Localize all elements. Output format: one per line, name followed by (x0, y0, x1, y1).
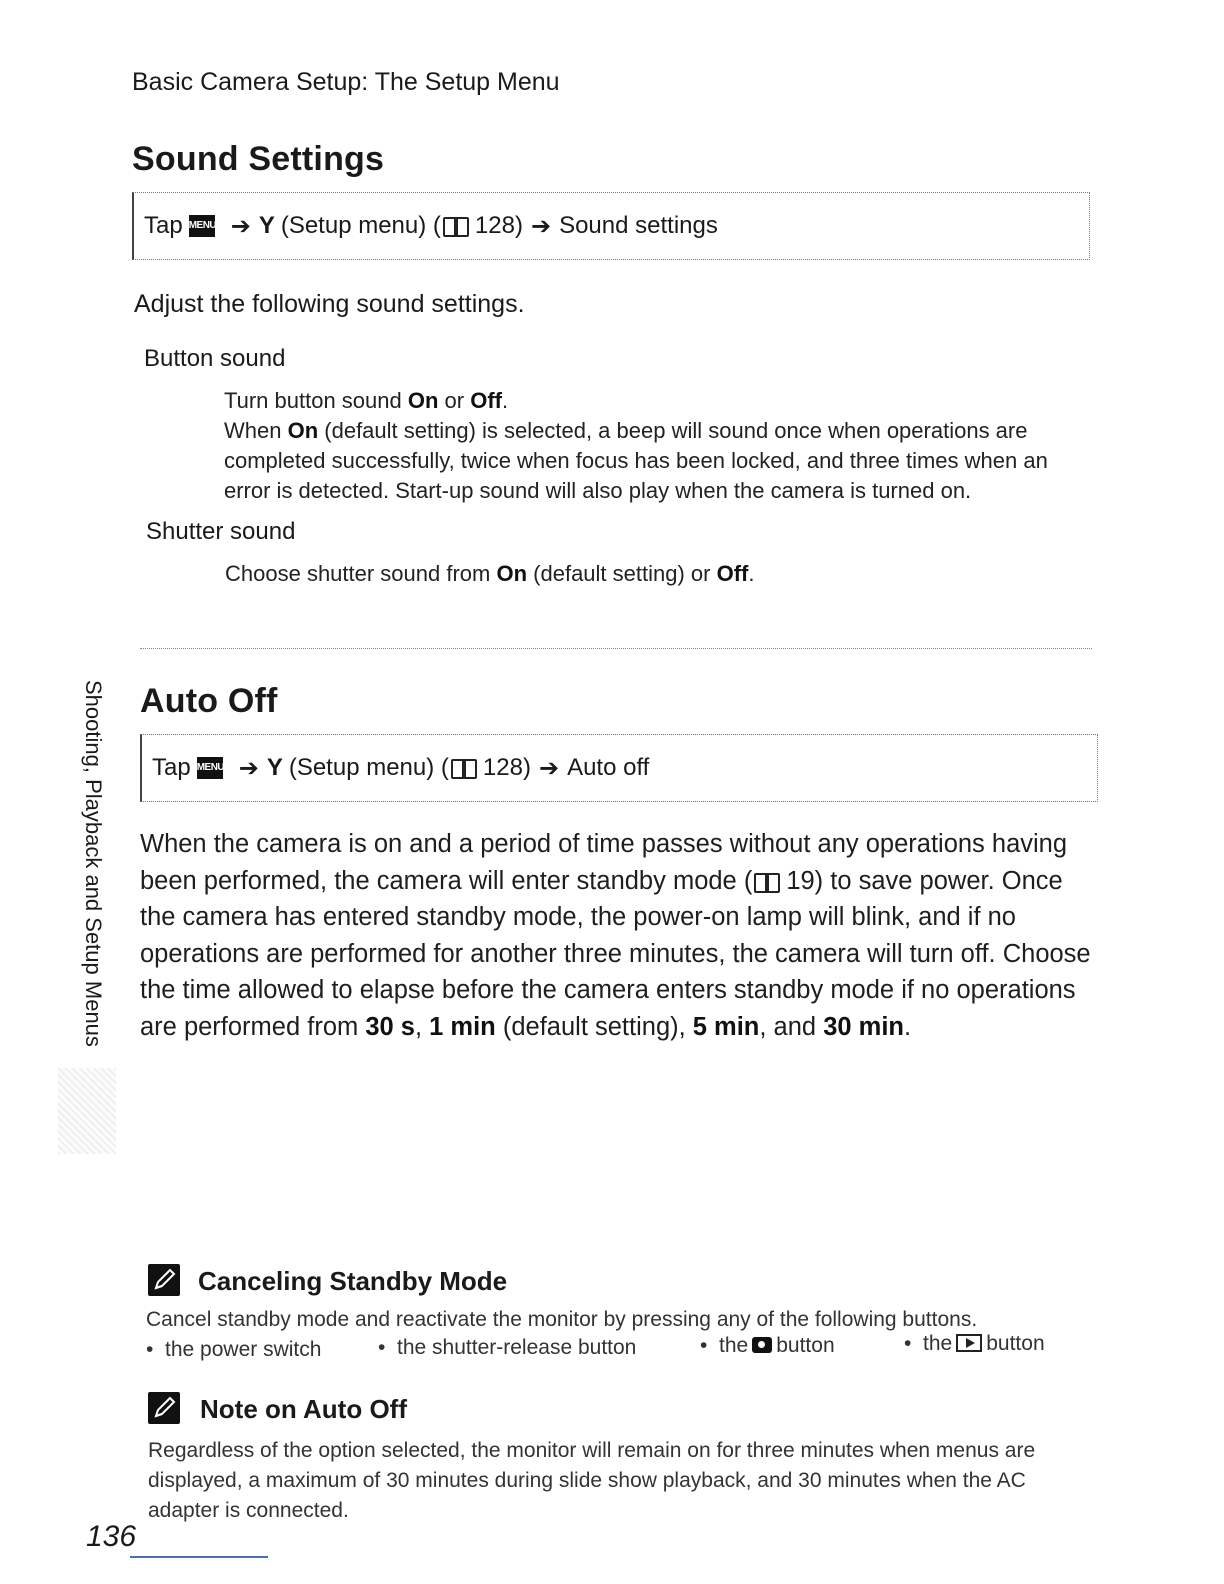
page-number: 136 (86, 1520, 137, 1553)
tap-label: Tap (144, 212, 183, 239)
option-30min: 30 min (823, 1012, 904, 1041)
shutter-sound-desc (225, 559, 754, 589)
text: . (748, 561, 755, 586)
setup-menu-page: 128) (482, 754, 531, 781)
side-tab-label: Shooting, Playback and Setup Menus (81, 680, 106, 1047)
bullet-text: the shutter-release button (397, 1336, 637, 1359)
button-sound-desc (224, 386, 1080, 506)
arrow-icon: ➔ (238, 754, 259, 782)
note-pencil-icon (148, 1392, 180, 1424)
bullet-playback-button: • the button (904, 1332, 1045, 1355)
text: . (904, 1012, 912, 1041)
bullet-text: the (719, 1334, 749, 1357)
bullet-power-switch: • the power switch (146, 1338, 322, 1361)
option-on: On (407, 388, 439, 413)
setup-menu-ref: (Setup menu) ( (280, 212, 441, 239)
running-head: Basic Camera Setup: The Setup Menu (132, 68, 560, 96)
note-auto-off-text: Regardless of the option selected, the monitor will remain on for three minutes when menus are displayed, a maximum of 30 minutes during slide show playback, and 30 minutes when the AC adapter is connected. (148, 1439, 1036, 1522)
page-number-rule (130, 1556, 268, 1558)
text: Turn button sound (224, 388, 408, 413)
text: When (224, 418, 288, 443)
text: 19) to save power. Once the camera has entered standby mode, the power-on lamp will blink, and if no operations are performed for another three minutes, the camera will turn off. Choose the time allowed to elapse before the camera enters standby mode if no operations are performed from (140, 866, 1091, 1041)
auto-off-desc (140, 826, 1092, 1045)
reference-book-icon (754, 873, 780, 891)
tap-label: Tap (152, 754, 191, 781)
bullet-text: button (776, 1334, 835, 1357)
section-divider (140, 648, 1092, 649)
setup-wrench-icon: Y (266, 754, 283, 781)
note-auto-off-title: Note on Auto Off (200, 1394, 407, 1424)
reference-book-icon (443, 217, 469, 235)
side-tab-shade (58, 1068, 116, 1154)
bullet-text: the power switch (165, 1338, 322, 1361)
text: . (502, 388, 509, 413)
option-on: On (287, 418, 319, 443)
camera-icon (752, 1337, 772, 1353)
canceling-standby-title: Canceling Standby Mode (198, 1266, 508, 1296)
setup-menu-ref: (Setup menu) ( (288, 754, 449, 781)
button-sound-heading: Button sound (144, 345, 286, 372)
option-on: On (496, 561, 528, 586)
reference-book-icon (451, 759, 477, 777)
canceling-standby-text: Cancel standby mode and reactivate the monitor by pressing any of the following buttons. (146, 1308, 978, 1331)
text: Choose shutter sound from (225, 561, 497, 586)
playback-icon (956, 1334, 982, 1352)
auto-off-title: Auto Off (140, 682, 278, 720)
arrow-icon: ➔ (530, 212, 552, 240)
bullet-text: button (986, 1332, 1045, 1355)
text: (default setting) or (527, 561, 717, 586)
sound-settings-tap-path (132, 192, 1090, 260)
shutter-sound-heading: Shutter sound (146, 518, 296, 545)
option-30s: 30 s (365, 1012, 415, 1041)
sound-intro: Adjust the following sound settings. (134, 290, 525, 318)
option-5min: 5 min (692, 1012, 760, 1041)
text: , and (759, 1012, 824, 1041)
text: , (414, 1012, 430, 1041)
menu-target: Sound settings (559, 212, 718, 239)
menu-key-icon: MENU (197, 757, 223, 779)
text: (default setting), (495, 1012, 693, 1041)
arrow-icon: ➔ (230, 212, 251, 240)
menu-key-icon: MENU (189, 215, 215, 237)
arrow-icon: ➔ (538, 754, 560, 782)
text: When the camera is on and a period of time passes without any operations having been performed, the camera will enter standby mode ( (140, 830, 1068, 895)
text: (default setting) is selected, a beep will sound once when operations are completed successfully, twice when focus has been locked, and three times when an error is detected. Start-up sound will also play when the camera is turned on. (224, 418, 1048, 503)
side-tab (78, 680, 108, 1052)
menu-target: Auto off (567, 754, 650, 781)
bullet-text: the (923, 1332, 953, 1355)
bullet-shutter-release: • the shutter-release button (378, 1336, 637, 1359)
option-off: Off (470, 388, 502, 413)
option-off: Off (716, 561, 749, 586)
sound-settings-title: Sound Settings (132, 140, 385, 178)
bullet-camera-button: • the button (700, 1334, 835, 1357)
setup-wrench-icon: Y (258, 212, 275, 239)
option-1min: 1 min (429, 1012, 496, 1041)
note-pencil-icon (148, 1264, 180, 1296)
text: or (438, 388, 471, 413)
auto-off-tap-path (140, 734, 1098, 802)
setup-menu-page: 128) (474, 212, 523, 239)
